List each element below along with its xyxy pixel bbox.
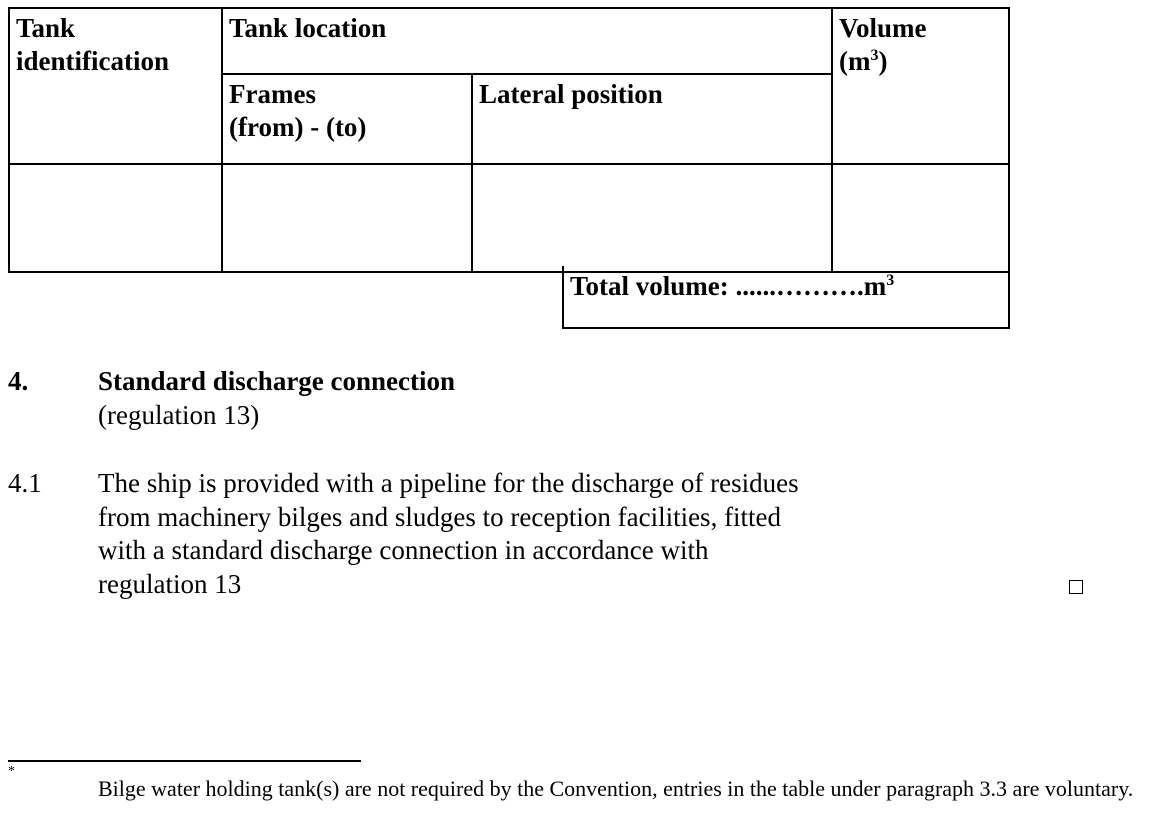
header-lateral-position: Lateral position [472, 74, 832, 164]
cell-lateral-position[interactable] [472, 164, 832, 272]
section-4-number: 4. [8, 366, 29, 396]
header-volume-label: Volume [839, 13, 927, 43]
item-4-1-line1: The ship is provided with a pipeline for the discharge of residues [98, 468, 799, 498]
cell-frames[interactable] [222, 164, 472, 272]
header-volume-unit-open: (m [839, 46, 871, 76]
footnote-divider [8, 760, 361, 762]
total-volume-label: Total volume: ......……….m [570, 271, 887, 301]
item-4-1-line3: with a standard discharge connection in accordance with [98, 535, 709, 565]
cell-tank-identification[interactable] [9, 164, 222, 272]
item-4-1-number: 4.1 [8, 468, 42, 498]
item-4-1-line2: from machinery bilges and sludges to reception facilities, fitted [98, 502, 782, 532]
total-volume-box[interactable] [562, 266, 1010, 329]
cell-volume[interactable] [832, 164, 1009, 272]
total-volume-text [570, 270, 894, 303]
total-volume-sup: 3 [886, 272, 895, 289]
header-volume-unit-sup: 3 [870, 47, 879, 64]
header-volume-unit-close: ) [878, 46, 888, 76]
tank-table [8, 7, 1010, 273]
item-4-1-line4: regulation 13 [98, 569, 242, 599]
header-tank-identification: Tank identification [9, 8, 222, 164]
header-frames-line1: Frames [229, 79, 316, 109]
header-frames-line2: (from) - (to) [229, 112, 367, 142]
footnote-text: Bilge water holding tank(s) are not required by the Convention, entries in the table under paragraph 3.3 are voluntary. [98, 776, 1134, 801]
item-4-1-checkbox[interactable] [1069, 580, 1083, 594]
footnote-marker: * [8, 764, 15, 779]
section-4-subtitle: (regulation 13) [98, 400, 260, 430]
section-4-title: Standard discharge connection [98, 366, 456, 396]
header-frames [222, 74, 472, 164]
header-volume [832, 8, 1009, 164]
header-tank-location: Tank location [222, 8, 832, 74]
